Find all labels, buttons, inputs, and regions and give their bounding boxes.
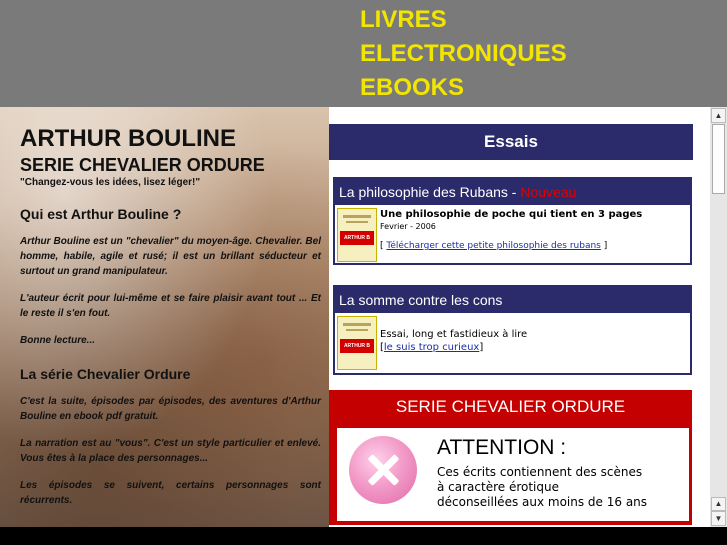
book-date: Fevrier - 2006 — [380, 222, 436, 231]
cover-line — [346, 329, 368, 331]
paragraph-greeting: Bonne lecture... — [20, 335, 96, 346]
warning-line-2: à caractère érotique — [437, 480, 559, 494]
essais-heading: Essais — [329, 124, 693, 160]
series-section — [329, 390, 692, 525]
page-subtitle: SERIE CHEVALIER ORDURE — [20, 155, 265, 175]
book-card-text — [380, 329, 685, 353]
warning-line-3: déconseillées aux moins de 16 ans — [437, 495, 648, 509]
site-title-line-2: ELECTRONIQUES — [360, 40, 567, 67]
bracket-close: ] — [600, 241, 608, 251]
download-link-rubans[interactable]: Télécharger cette petite philosophie des rubans — [386, 241, 601, 251]
warning-line-1: Ces écrits contiennent des scènes — [437, 465, 643, 479]
scroll-up-icon[interactable]: ▲ — [711, 108, 726, 123]
bracket-open: [ — [380, 241, 387, 251]
paragraph-intro: Arthur Bouline est un "chevalier" du moyen-âge. Chevalier. Bel homme, habile, agile et rusé; il est un brillant séducteur et surtout un grand manipulateur. — [20, 236, 321, 277]
book-card-title — [335, 179, 690, 205]
cover-line — [346, 221, 368, 223]
book-card-title-text: La philosophie des Rubans - — [339, 184, 521, 200]
site-header — [0, 0, 727, 107]
curious-line — [380, 342, 685, 353]
right-panel — [329, 107, 710, 527]
book-cover-thumbnail[interactable] — [337, 316, 377, 370]
bracket-close: ] — [479, 342, 484, 353]
warning-text — [437, 465, 647, 510]
paragraph-series-2: La narration est au "vous". C'est un style particulier et enlevé. Vous êtes à la place des personnages... — [20, 438, 321, 464]
cover-line — [343, 323, 371, 326]
left-panel — [0, 107, 329, 527]
paragraph-series-1: C'est la suite, épisodes par épisodes, des aventures d'Arthur Bouline en ebook pdf gratuit. — [20, 396, 321, 422]
book-description: Essai, long et fastidieux à lire — [380, 329, 528, 340]
left-content — [20, 125, 321, 508]
cover-label: ARTHUR B — [340, 339, 374, 353]
cover-line — [343, 215, 371, 218]
book-card-somme — [333, 285, 692, 375]
tagline: "Changez-vous les idées, lisez léger!" — [20, 177, 201, 188]
warning-box — [337, 428, 689, 521]
vertical-scrollbar[interactable] — [710, 107, 727, 527]
book-card-body — [335, 205, 690, 263]
bottom-bar — [0, 527, 727, 545]
site-title-line-3: EBOOKS — [360, 74, 465, 101]
attention-heading: ATTENTION : — [437, 436, 567, 459]
book-cover-thumbnail[interactable] — [337, 208, 377, 262]
section-heading-series: La série Chevalier Ordure — [20, 366, 191, 382]
x-mark-icon — [366, 453, 400, 487]
scroll-down-icon[interactable]: ▼ — [711, 511, 726, 526]
scroll-thumb[interactable] — [712, 124, 725, 194]
warning-circle-icon — [349, 436, 417, 504]
new-badge: Nouveau — [520, 184, 577, 200]
download-line — [380, 241, 685, 251]
book-card-rubans — [333, 177, 692, 265]
bracket-open: [ — [380, 342, 384, 353]
series-heading: SERIE CHEVALIER ORDURE — [395, 397, 626, 416]
section-heading-who: Qui est Arthur Bouline ? — [20, 206, 182, 222]
site-title-line-1: LIVRES — [360, 6, 447, 33]
paragraph-author: L'auteur écrit pour lui-même et se faire plaisir avant tout ... Et le reste il s'en fout. — [20, 293, 321, 319]
site-title — [360, 3, 567, 105]
book-card-body — [335, 313, 690, 373]
paragraph-series-3: Les épisodes se suivent, certains personnages sont récurrents. — [20, 480, 321, 506]
book-description: Une philosophie de poche qui tient en 3 pages — [380, 209, 643, 220]
cover-label: ARTHUR B — [340, 231, 374, 245]
page-title: ARTHUR BOULINE — [20, 125, 236, 152]
scroll-up-icon[interactable]: ▲ — [711, 497, 726, 511]
book-card-text — [380, 209, 685, 251]
curious-link[interactable]: le suis trop curieux — [383, 342, 480, 353]
book-card-title: La somme contre les cons — [335, 287, 690, 313]
